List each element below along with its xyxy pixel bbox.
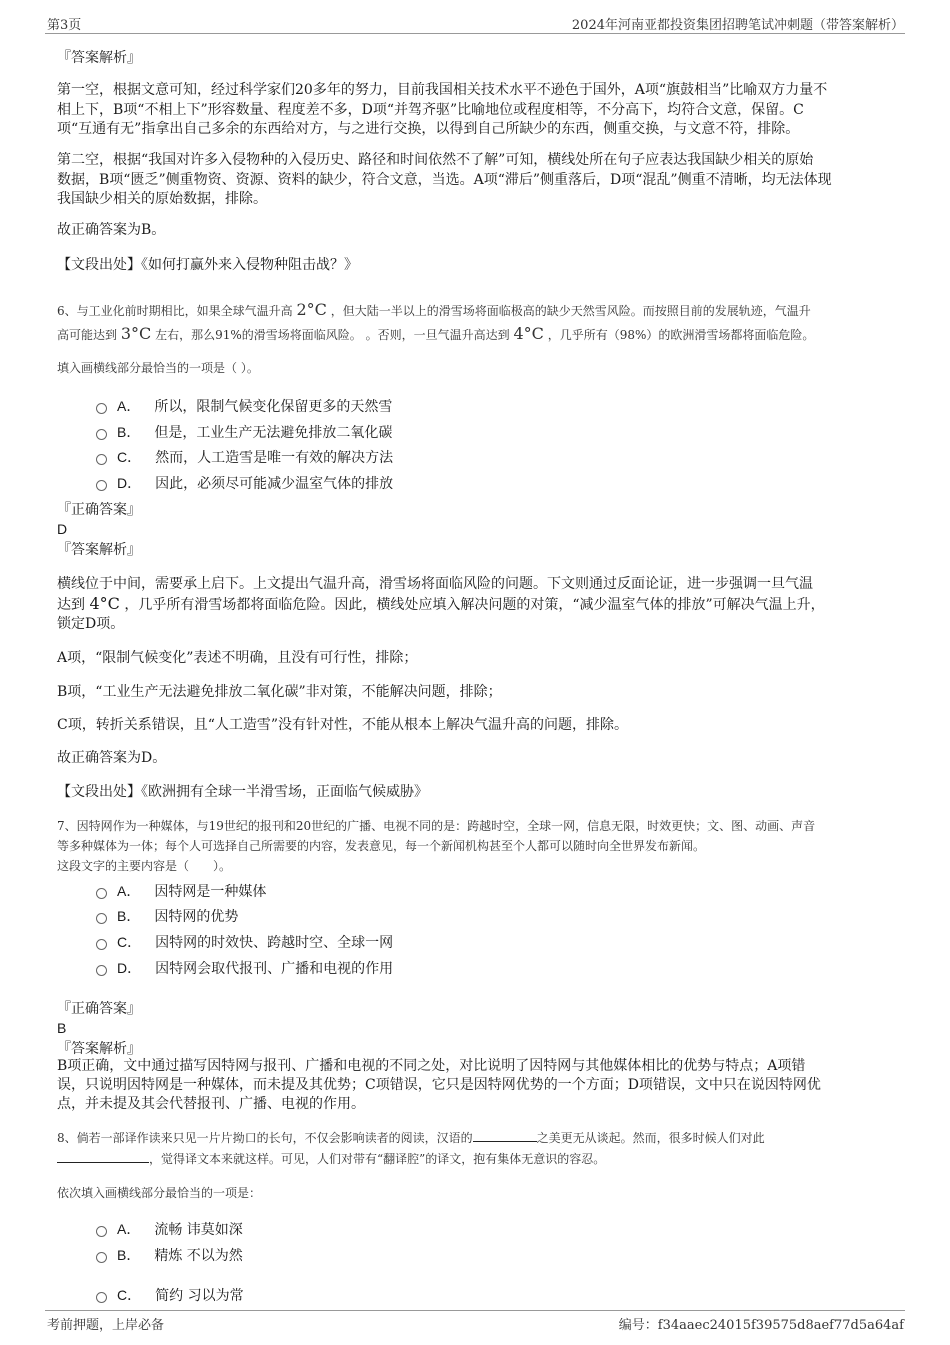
q7-answer: B [57, 1020, 67, 1036]
radio-icon[interactable] [96, 1292, 107, 1303]
q6-explain-c: C项，转折关系错误，且“人工造雪”没有针对性，不能从根本上解决气温升高的问题，排除。 [57, 717, 629, 733]
radio-icon[interactable] [96, 939, 107, 950]
q6-option-c[interactable]: C． 然而，人工造雪是唯一有效的解决方法 [96, 447, 393, 467]
q5-para2-line1: 第二空，根据“我国对许多入侵物种的入侵历史、路径和时间依然不了解”可知，横线处所在句子应表达我国缺少相关的原始 [57, 152, 814, 168]
q5-para2-line3: 我国缺少相关的原始数据，排除。 [57, 191, 267, 207]
q8-prompt: 依次填入画横线部分最恰当的一项是： [57, 1186, 262, 1200]
q7-stem-line2: 等多种媒体为一体；每个人可选择自己所需要的内容，发表意见，每一个新闻机构甚至个人都可以随时向全世界发布新闻。 [57, 839, 706, 853]
q7-option-a[interactable]: A． 因特网是一种媒体 [96, 881, 266, 901]
q8-stem-line1: 8、倘若一部译作读来只见一片片拗口的长句，不仅会影响读者的阅读，汉语的 之美更无从谈起。然而，很多时候人们对此 [57, 1131, 765, 1145]
q7-option-b[interactable]: B． 因特网的优势 [96, 906, 238, 926]
q6-source: 【文段出处】《欧洲拥有全球一半滑雪场，正面临气候威胁》 [57, 784, 428, 800]
radio-icon[interactable] [96, 913, 107, 924]
q7-option-c[interactable]: C． 因特网的时效快、跨越时空、全球一网 [96, 932, 393, 952]
q5-para1-line1: 第一空，根据文意可知，经过科学家们20多年的努力，目前我国相关技术水平不逊色于国外，A项“旗鼓相当”比喻双方力量不 [57, 82, 828, 98]
q6-explain-line3: 锁定D项。 [57, 616, 125, 632]
q7-explain-line3: 点，并未提及其会代替报刊、广播、电视的作用。 [57, 1096, 365, 1112]
radio-icon[interactable] [96, 429, 107, 440]
q5-source: 【文段出处】《如何打赢外来入侵物种阻击战？》 [57, 257, 358, 273]
q7-answer-label: 『正确答案』 [57, 1001, 141, 1017]
q6-prompt: 填入画横线部分最恰当的一项是（ ）。 [57, 361, 259, 375]
header-rule [45, 33, 905, 34]
q6-explain-b: B项，“工业生产无法避免排放二氧化碳”非对策，不能解决问题，排除； [57, 684, 502, 700]
q7-explain-label: 『答案解析』 [57, 1041, 141, 1057]
radio-icon[interactable] [96, 454, 107, 465]
q6-answer: D [57, 521, 68, 537]
footer-slogan: 考前押题，上岸必备 [47, 1318, 165, 1333]
radio-icon[interactable] [96, 480, 107, 491]
q6-explain-line1: 横线位于中间，需要承上启下。上文提出气温升高，滑雪场将面临风险的问题。下文则通过反面论证，进一步强调一旦气温 [57, 576, 813, 592]
page-number: 第3页 [47, 18, 82, 33]
radio-icon[interactable] [96, 888, 107, 899]
q6-explain-a: A项，“限制气候变化”表述不明确，且没有可行性，排除； [57, 650, 418, 666]
q6-stem-line1: 6、与工业化前时期相比，如果全球气温升高 2°C ，但大陆一半以上的滑雪场将面临极高的缺少天然雪风险。而按照目前的发展轨迹，气温升 [57, 300, 811, 319]
q8-stem-line2: ，觉得译文本来就这样。可见，人们对带有“翻译腔”的译文，抱有集体无意识的容忍。 [57, 1149, 605, 1169]
q7-stem-line1: 7、因特网作为一种媒体，与19世纪的报刊和20世纪的广播、电视不同的是：跨越时空，全球一网，信息无限，时效更快；文、图、动画、声音 [57, 819, 816, 833]
q8-option-c[interactable]: C． 简约 习以为常 [96, 1285, 244, 1305]
q6-option-b[interactable]: B． 但是，工业生产无法避免排放二氧化碳 [96, 422, 392, 442]
q5-explain-label: 『答案解析』 [57, 50, 141, 66]
radio-icon[interactable] [96, 965, 107, 976]
q7-prompt: 这段文字的主要内容是（ ）。 [57, 859, 232, 873]
q7-option-d[interactable]: D． 因特网会取代报刊、广播和电视的作用 [96, 958, 393, 978]
radio-icon[interactable] [96, 1226, 107, 1237]
temp-4c: 4°C [513, 324, 544, 343]
q8-option-b[interactable]: B． 精炼 不以为然 [96, 1245, 243, 1265]
q6-option-d[interactable]: D． 因此，必须尽可能减少温室气体的排放 [96, 473, 393, 493]
fill-blank-1[interactable] [473, 1129, 537, 1142]
temp-4c: 4°C [89, 594, 120, 613]
footer-rule [45, 1310, 905, 1311]
q5-para1-line3: 项“互通有无”指拿出自己多余的东西给对方，与之进行交换，以得到自己所缺少的东西，侧重交换，与文意不符，排除。 [57, 121, 800, 137]
document-title: 2024年河南亚都投资集团招聘笔试冲刺题（带答案解析） [571, 18, 904, 33]
q6-option-a[interactable]: A． 所以，限制气候变化保留更多的天然雪 [96, 396, 392, 416]
temp-2c: 2°C [296, 300, 327, 319]
temp-3c: 3°C [120, 324, 152, 343]
q6-answer-label: 『正确答案』 [57, 502, 141, 518]
document-id: 编号：f34aaec24015f39575d8aef77d5a64af [618, 1318, 904, 1333]
q5-conclusion: 故正确答案为B。 [57, 222, 166, 238]
q8-option-a[interactable]: A． 流畅 讳莫如深 [96, 1219, 243, 1239]
q6-explain-line2: 达到 4°C ，几乎所有滑雪场都将面临危险。因此，横线处应填入解决问题的对策，“减少温室气体的排放”可解决气温上升， [57, 594, 825, 613]
q7-explain-line1: B项正确，文中通过描写因特网与报刊、广播和电视的不同之处，对比说明了因特网与其他媒体相比的优势与特点；A项错 [57, 1058, 806, 1074]
radio-icon[interactable] [96, 403, 107, 414]
q6-explain-label: 『答案解析』 [57, 542, 141, 558]
q6-conclusion: 故正确答案为D。 [57, 750, 167, 766]
q5-para1-line2: 相上下，B项“不相上下”形容数量、程度差不多，D项“并驾齐驱”比喻地位或程度相等，不分高下，均符合文意，保留。C [57, 102, 804, 118]
q5-para2-line2: 数据，B项“匮乏”侧重物资、资源、资料的缺少，符合文意，当选。A项“滞后”侧重落后，D项“混乱”侧重不清晰，均无法体现 [57, 172, 832, 188]
radio-icon[interactable] [96, 1252, 107, 1263]
q7-explain-line2: 误，只说明因特网是一种媒体，而未提及其优势；C项错误，它只是因特网优势的一个方面；D项错误，文中只在说因特网优 [57, 1077, 821, 1093]
fill-blank-2[interactable] [57, 1150, 149, 1163]
q6-stem-line2: 高可能达到 3°C 左右，那么91%的滑雪场将面临风险。 。否则，一旦气温升高达到 4°C ，几乎所有（98%）的欧洲滑雪场都将面临危险。 [57, 324, 815, 343]
